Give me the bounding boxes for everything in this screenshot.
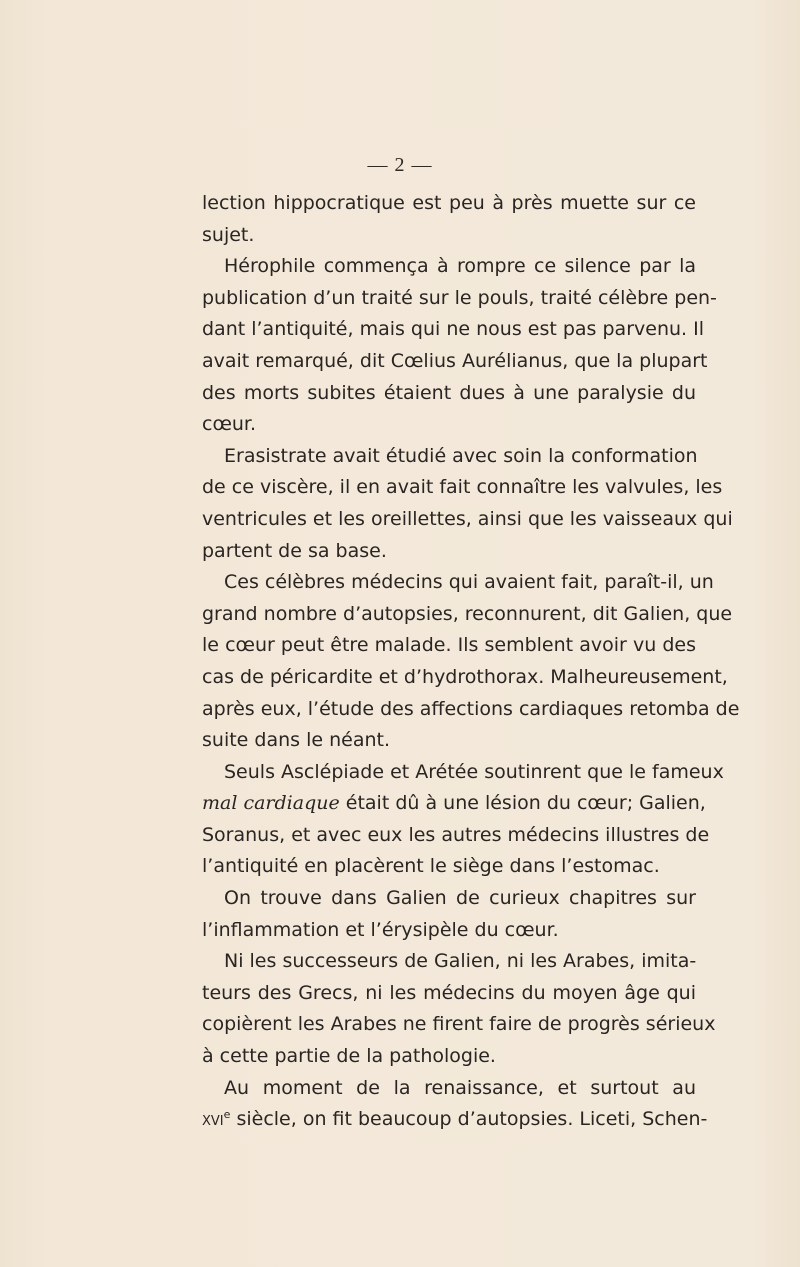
text-line: Ni les successeurs de Galien, ni les Arabes, imita- <box>224 950 697 973</box>
text-line: cœur. <box>202 413 257 436</box>
text-line: avait remarqué, dit Cœlius Aurélianus, que la plupart <box>202 349 708 372</box>
text-line: On trouve dans Galien de curieux chapitres sur <box>224 887 696 910</box>
text-line-italic <box>202 788 706 820</box>
page-number: — 2 — <box>367 154 433 176</box>
last-line-rest: siècle, on fit beaucoup d’autopsies. Liceti, Schen- <box>230 1108 708 1131</box>
text-line: l’inflammation et l’érysipèle du cœur. <box>202 918 559 941</box>
body-text <box>202 188 740 1136</box>
text-line: teurs des Grecs, ni les médecins du moyen âge qui <box>202 981 696 1004</box>
text-line: l’antiquité en placèrent le siège dans l’estomac. <box>202 855 660 878</box>
text-line: Soranus, et avec eux les autres médecins illustres de <box>202 823 710 846</box>
century-superscript: e <box>223 1108 231 1122</box>
text-line-last <box>202 1104 708 1136</box>
italic-line-rest: était dû à une lésion du cœur; Galien, <box>339 792 706 815</box>
text-line: Ces célèbres médecins qui avaient fait, paraît-il, un <box>224 571 714 594</box>
text-line: partent de sa base. <box>202 539 387 562</box>
text-line: à cette partie de la pathologie. <box>202 1045 496 1068</box>
italic-phrase: mal cardiaque <box>202 792 340 815</box>
text-line: après eux, l’étude des affections cardiaques retomba de <box>202 697 740 720</box>
text-line: publication d’un traité sur le pouls, traité célèbre pen- <box>202 286 717 309</box>
text-line: cas de péricardite et d’hydrothorax. Malheureusement, <box>202 665 728 688</box>
text-line: grand nombre d’autopsies, reconnurent, dit Galien, que <box>202 602 733 625</box>
text-line: Hérophile commença à rompre ce silence par la <box>224 255 696 278</box>
text-line: sujet. <box>202 223 255 246</box>
text-line: de ce viscère, il en avait fait connaître les valvules, les <box>202 476 723 499</box>
text-line: ventricules et les oreillettes, ainsi que les vaisseaux qui <box>202 507 733 530</box>
text-line: Erasistrate avait étudié avec soin la conformation <box>224 444 698 467</box>
text-line: Au moment de la renaissance, et surtout au <box>224 1076 696 1099</box>
text-line: dant l’antiquité, mais qui ne nous est pas parvenu. Il <box>202 318 704 341</box>
text-line: lection hippocratique est peu à près muette sur ce <box>202 192 696 214</box>
century-numeral: xvi <box>202 1108 224 1131</box>
text-lines-group-b <box>202 820 716 1104</box>
text-line: Seuls Asclépiade et Arétée soutinrent que le fameux <box>224 760 724 783</box>
text-lines-group-a <box>202 188 740 788</box>
text-line: des morts subites étaient dues à une paralysie du <box>202 381 696 404</box>
text-line: suite dans le néant. <box>202 729 390 752</box>
text-line: le cœur peut être malade. Ils semblent avoir vu des <box>202 634 696 657</box>
text-line: copièrent les Arabes ne firent faire de progrès sérieux <box>202 1013 716 1036</box>
